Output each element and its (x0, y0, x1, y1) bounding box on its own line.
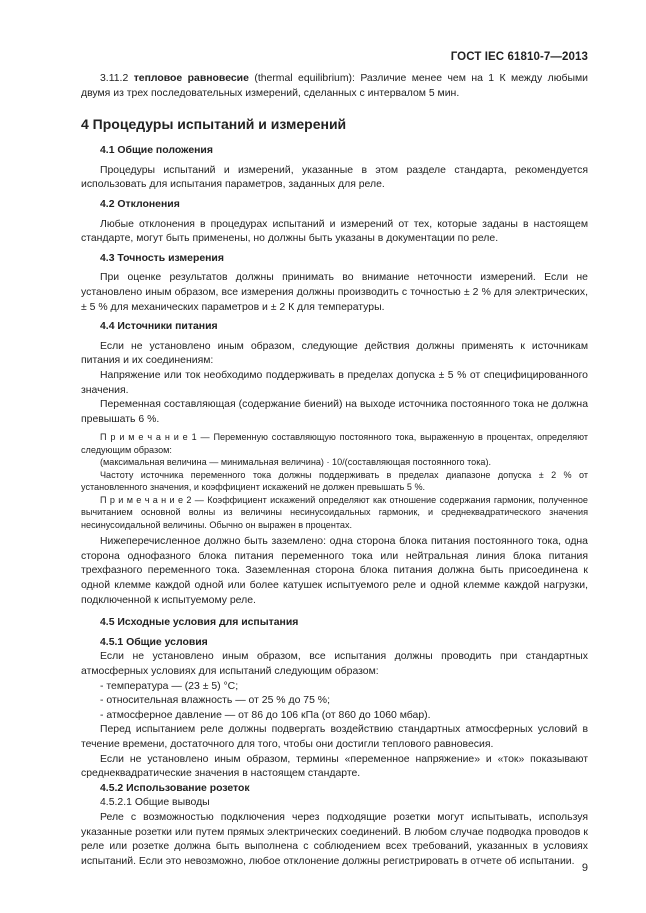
condition-item: - относительная влажность — от 25 % до 75 %; (100, 695, 330, 707)
clause-3-11-2 (81, 72, 588, 101)
note-1-label: П р и м е ч а н и е 1 (100, 432, 197, 443)
term-definition: (thermal equilibrium): Различие менее чем на 1 К между любыми двумя из трех последовательных измерений, сделанных с интервалом 5 мин. (81, 73, 589, 99)
section-4-4-paragraph-4: Нижеперечисленное должно быть заземлено: одна сторона блока питания постоянного тока, одна сторона однофазного блока питания переменного тока или нейтральная линия блока питания трехфазного переменного тока. Заземленная сторона блока питания должна быть присоединена к одной клемме каждой одной или более катушек испытуемого реле и одной клемме каждой нагрузки, подключенной к испытуемому реле. (81, 536, 588, 606)
note-frequency: Частоту источника переменного тока должны поддерживать в пределах диапазоне допуска ± 2 % от установленного значения, и коэффициент искажений не должен превышать 5 %. (81, 469, 588, 493)
section-4-5-title: 4.5 Исходные условия для испытания (100, 617, 299, 629)
section-4-5-2-title: 4.5.2 Использование розеток (100, 782, 250, 794)
section-4-5-1-title: 4.5.1 Общие условия (100, 636, 208, 648)
section-4-5-2-1-title: 4.5.2.1 Общие выводы (100, 797, 210, 809)
note-1 (81, 431, 588, 456)
section-4-4-title: 4.4 Источники питания (100, 321, 218, 333)
section-4-title: 4 Процедуры испытаний и измерений (81, 116, 347, 133)
page-number: 9 (581, 862, 588, 874)
section-4-4-paragraph-3: Переменная составляющая (содержание биений) на выходе источника постоянного тока не должна превышать 6 %. (81, 399, 588, 425)
section-4-4-paragraph-1: Если не установлено иным образом, следующие действия должны применять к источникам питания и их соединениям: (81, 340, 588, 367)
section-4-3-paragraph: При оценке результатов должны принимать во внимание неточности измерений. Если не установлено иным образом, все измерения должны производить с точностью ± 2 % для электрических, ± 5 % для механических параметров и ± 2 К для температуры. (81, 272, 588, 313)
note-1-text: — Переменную составляющую постоянного тока, выраженную в процентах, определяют следующим образом: (81, 432, 588, 455)
section-4-2-title: 4.2 Отклонения (100, 198, 180, 210)
section-4-1-title: 4.1 Общие положения (100, 145, 213, 157)
note-2 (81, 494, 588, 532)
section-4-5-1-paragraph-1: Если не установлено иным образом, все испытания должны проводить при стандартных атмосферных условиях для испытаний следующим образом: (81, 651, 588, 678)
section-4-5-2-1-paragraph: Реле с возможностью подключения через подходящие розетки могут испытывать, используя указанные розетки или путем прямых электрических соединений. В любом случае подводка проводов к реле или розетке должна быть выполнена с соблюдением всех требований, указанных в условиях испытаний. Если это невозможно, любое отклонение должны регистрировать в отчете об испытании. (81, 811, 588, 867)
section-4-5-1-paragraph-2: Перед испытанием реле должны подвергать воздействию стандартных атмосферных условий в течение времени, достаточного для того, чтобы они достигли теплового равновесия. (81, 724, 588, 750)
section-4-1-paragraph: Процедуры испытаний и измерений, указанные в этом разделе стандарта, рекомендуется использовать для испытания параметров, заданных для реле. (81, 164, 588, 191)
note-2-text: — Коэффициент искажений определяют как отношение содержания гармоник, полученное вычитанием основной волны из величины несинусоидальных гармоник, и среднеквадратического значения несинусоидальной величины. Обычно он выражен в процентах. (81, 494, 588, 530)
note-2-label: П р и м е ч а н и е 2 (100, 494, 192, 505)
section-4-5-1-paragraph-3: Если не установлено иным образом, термины «переменное напряжение» и «ток» показывают среднеквадратические значения в настоящем стандарте. (81, 753, 588, 780)
clause-number: 3.11.2 (100, 73, 129, 84)
section-4-2-paragraph: Любые отклонения в процедурах испытаний и измерений от тех, которые заданы в настоящем стандарте, могут быть применены, но должны быть указаны в документации по реле. (81, 218, 588, 245)
condition-item: - температура — (23 ± 5) °С; (100, 680, 239, 692)
document-header: ГОСТ IEC 61810-7—2013 (450, 51, 588, 63)
condition-item: - атмосферное давление — от 86 до 106 кПа (от 860 до 1060 мбар). (100, 709, 431, 721)
note-1-formula: (максимальная величина — минимальная величина) · 10/(составляющая постоянного тока). (100, 457, 492, 468)
term: тепловое равновесие (133, 73, 249, 84)
section-4-4-paragraph-2: Напряжение или ток необходимо поддерживать в пределах допуска ± 5 % от специфицированного значения. (81, 369, 588, 396)
section-4-3-title: 4.3 Точность измерения (100, 252, 224, 264)
document-body (81, 72, 588, 869)
